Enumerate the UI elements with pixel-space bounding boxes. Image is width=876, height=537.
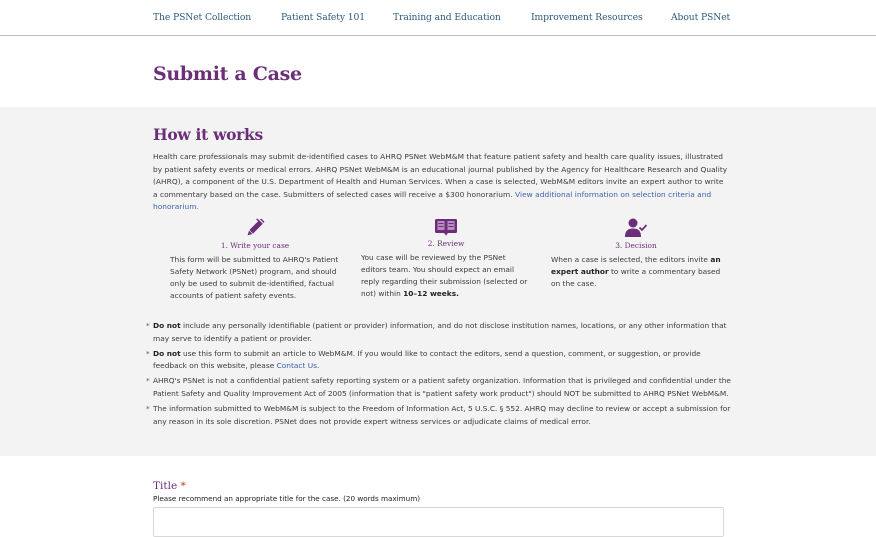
selection-criteria-link[interactable]: View additional information on selection criteria and honorarium. xyxy=(153,189,712,211)
top-navigation xyxy=(0,0,876,36)
intro-paragraph xyxy=(153,151,728,214)
emphasis: Do not xyxy=(153,348,181,358)
disclaimer-text: The information submitted to WebM&M is subject to the Freedom of Information Act, 5 U.S.C. § 552. AHRQ may decline to review or accept a submission for any reason in its sole discretion. PSNet does not provide expert witness services or adjudicate claims of medical error. xyxy=(153,404,731,426)
step-description-text: to write a commentary based on the case. xyxy=(551,267,721,288)
required-marker: * xyxy=(180,480,186,492)
step-review xyxy=(361,218,531,300)
title-field-help: Please recommend an appropriate title for the case. (20 words maximum) xyxy=(153,494,421,503)
expert-author-emphasis: an expert author xyxy=(551,255,721,276)
nav-link-about-psnet[interactable]: About PSNet xyxy=(671,12,731,23)
disclaimer-item xyxy=(146,403,731,428)
review-timeframe: 10–12 weeks. xyxy=(403,289,459,298)
page-title: Submit a Case xyxy=(153,63,302,85)
step-description-text: You case will be reviewed by the PSNet editors team. You should expect an email reply regarding their submission (selected or not) within xyxy=(361,253,528,298)
contact-us-link[interactable]: Contact Us xyxy=(276,361,317,371)
disclaimer-item xyxy=(146,375,731,400)
step-label: 3. Decision xyxy=(615,241,657,250)
pen-icon xyxy=(245,218,265,238)
step-description-text: When a case is selected, the editors invite xyxy=(551,255,711,264)
disclaimer-text: use this form to submit an article to WebM&M. If you would like to contact the editors, send a question, comment, or suggestion, or provide feedback on this website, please xyxy=(153,348,701,371)
user-check-icon xyxy=(625,218,647,238)
step-label: 1. Write your case xyxy=(220,241,290,250)
step-description: This form will be submitted to AHRQ's Patient Safety Network (PSNet) program, and should only be used to submit de-identified, factual accounts of patient safety events. xyxy=(170,255,339,300)
title-label-text: Title xyxy=(153,480,178,492)
nav-link-psnet-collection[interactable]: The PSNet Collection xyxy=(153,12,252,23)
step-description xyxy=(361,252,531,300)
step-decision xyxy=(551,218,721,290)
title-field-label xyxy=(153,480,186,492)
nav-link-training-education[interactable]: Training and Education xyxy=(393,12,501,23)
disclaimer-text: AHRQ's PSNet is not a confidential patient safety reporting system or a patient safety organization. Information that is privileged and confidential under the Patient Safety and Quality Improvement Act of 2005 (information that is "patient safety work product") should NOT be submitted to AHRQ PSNet WebM&M. xyxy=(153,376,731,398)
disclaimer-list xyxy=(146,320,731,431)
intro-text: Health care professionals may submit de-identified cases to AHRQ PSNet WebM&M that feature patient safety and health care quality issues, illustrated by patient safety events or medical errors. AHRQ PSNet WebM&M is an educational journal published by the Agency for Healthcare Research and Quality (AHRQ), a component of the U.S. Department of Health and Human Services. When a case is selected, WebM&M editors invite an expert author to write a commentary based on the case. Submitters of selected cases will receive a $300 honorarium. xyxy=(153,152,728,199)
disclaimer-item xyxy=(146,320,731,345)
step-label: 2. Review xyxy=(427,239,465,248)
disclaimer-text: include any personally identifiable (patient or provider) information, and do not disclose institution names, locations, or any other information that may serve to identify a patient or provider. xyxy=(153,321,727,343)
disclaimer-item xyxy=(146,348,731,373)
emphasis: Do not xyxy=(153,321,181,330)
book-open-icon xyxy=(435,218,457,236)
disclaimer-text: . xyxy=(316,361,320,371)
nav-link-patient-safety-101[interactable]: Patient Safety 101 xyxy=(281,12,365,23)
step-write-case xyxy=(170,218,340,302)
step-description xyxy=(551,254,721,290)
title-input[interactable] xyxy=(153,507,724,537)
nav-link-improvement-resources[interactable]: Improvement Resources xyxy=(531,12,643,23)
how-it-works-heading: How it works xyxy=(153,125,263,144)
